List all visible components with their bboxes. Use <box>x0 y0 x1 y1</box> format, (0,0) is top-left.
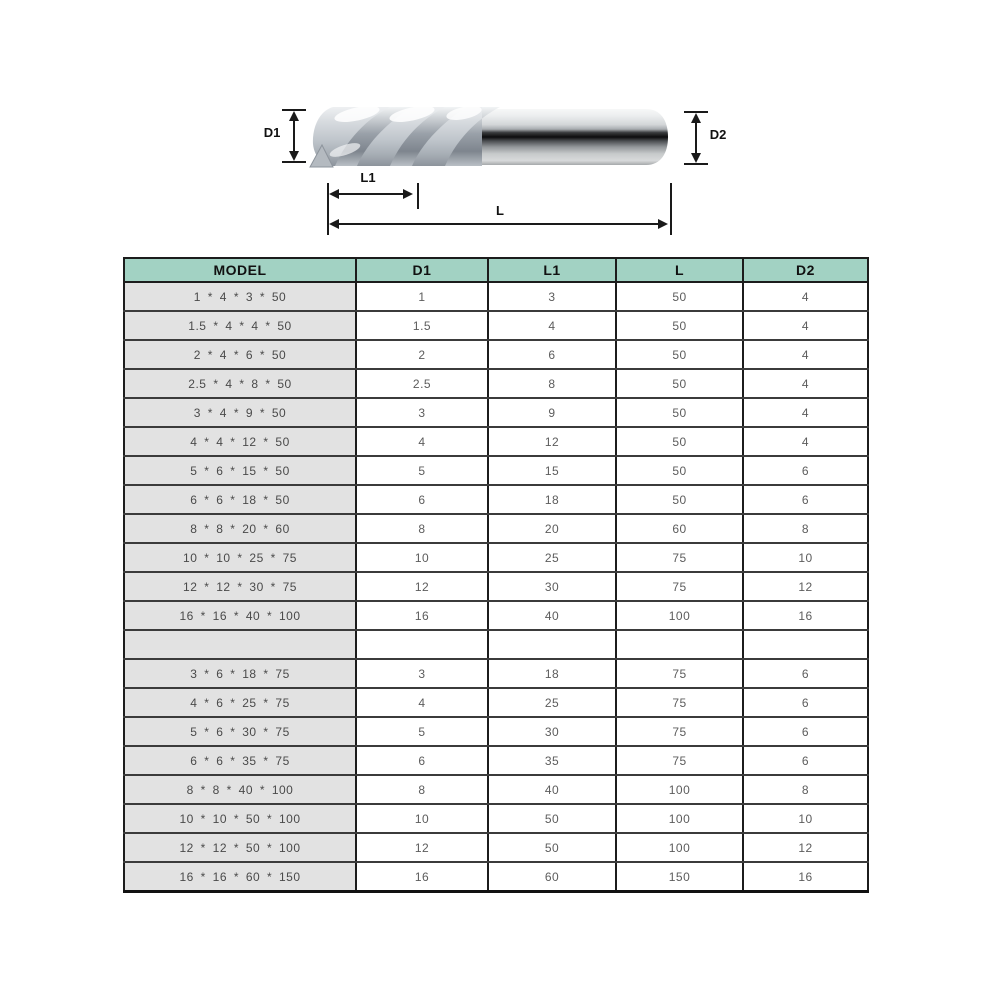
l-cell: 75 <box>616 543 743 572</box>
l1-cell: 30 <box>488 717 616 746</box>
header-l1: L1 <box>488 258 616 282</box>
d2-cell: 12 <box>743 572 868 601</box>
l1-cell: 18 <box>488 485 616 514</box>
model-cell: 2.5 * 4 * 8 * 50 <box>124 369 356 398</box>
d2-cell: 6 <box>743 659 868 688</box>
d1-cell: 1.5 <box>356 311 488 340</box>
l1-cell: 9 <box>488 398 616 427</box>
l-cell: 60 <box>616 514 743 543</box>
d2-cell: 6 <box>743 485 868 514</box>
model-cell: 6 * 6 * 35 * 75 <box>124 746 356 775</box>
model-cell: 8 * 8 * 20 * 60 <box>124 514 356 543</box>
table-row <box>124 398 868 427</box>
model-cell: 3 * 6 * 18 * 75 <box>124 659 356 688</box>
d2-cell: 6 <box>743 456 868 485</box>
l-cell: 50 <box>616 398 743 427</box>
l1-cell: 3 <box>488 282 616 311</box>
d1-cell: 2 <box>356 340 488 369</box>
l1-cell: 40 <box>488 601 616 630</box>
table-row <box>124 369 868 398</box>
table-row <box>124 340 868 369</box>
model-cell: 4 * 6 * 25 * 75 <box>124 688 356 717</box>
l-cell: 75 <box>616 717 743 746</box>
l1-cell: 30 <box>488 572 616 601</box>
dim-label-d2: D2 <box>709 127 727 142</box>
l1-cell: 50 <box>488 804 616 833</box>
model-cell: 10 * 10 * 50 * 100 <box>124 804 356 833</box>
l1-cell: 18 <box>488 659 616 688</box>
model-cell: 3 * 4 * 9 * 50 <box>124 398 356 427</box>
endmill-drawing <box>310 103 668 167</box>
l1-cell: 40 <box>488 775 616 804</box>
d2-cell: 16 <box>743 601 868 630</box>
d1-cell: 8 <box>356 775 488 804</box>
table-row <box>124 456 868 485</box>
dim-label-d1: D1 <box>263 125 281 140</box>
d2-cell: 12 <box>743 833 868 862</box>
d2-cell: 4 <box>743 311 868 340</box>
l-cell: 50 <box>616 456 743 485</box>
table-row <box>124 688 868 717</box>
table-row <box>124 862 868 892</box>
d1-cell: 3 <box>356 398 488 427</box>
l1-cell: 25 <box>488 688 616 717</box>
d2-cell: 6 <box>743 746 868 775</box>
endmill-shank <box>478 109 668 165</box>
table-row <box>124 485 868 514</box>
d2-cell <box>743 630 868 659</box>
dim-label-l: L <box>496 203 504 218</box>
d1-cell: 12 <box>356 833 488 862</box>
model-cell: 2 * 4 * 6 * 50 <box>124 340 356 369</box>
d2-cell: 6 <box>743 688 868 717</box>
d2-cell: 4 <box>743 340 868 369</box>
l-cell: 100 <box>616 775 743 804</box>
spec-table-body <box>124 282 868 892</box>
l-cell: 50 <box>616 340 743 369</box>
d2-cell: 6 <box>743 717 868 746</box>
model-cell: 6 * 6 * 18 * 50 <box>124 485 356 514</box>
d1-cell: 5 <box>356 456 488 485</box>
l1-cell: 15 <box>488 456 616 485</box>
table-row <box>124 311 868 340</box>
table-row <box>124 746 868 775</box>
d1-cell: 12 <box>356 572 488 601</box>
table-row <box>124 804 868 833</box>
spec-table-header <box>124 258 868 282</box>
l-cell <box>616 630 743 659</box>
d1-cell: 8 <box>356 514 488 543</box>
table-row <box>124 572 868 601</box>
l1-cell: 20 <box>488 514 616 543</box>
header-d2: D2 <box>743 258 868 282</box>
table-row <box>124 514 868 543</box>
d2-cell: 10 <box>743 804 868 833</box>
table-row <box>124 601 868 630</box>
table-row <box>124 775 868 804</box>
model-cell: 8 * 8 * 40 * 100 <box>124 775 356 804</box>
l-cell: 50 <box>616 427 743 456</box>
l-cell: 75 <box>616 688 743 717</box>
d1-cell: 4 <box>356 688 488 717</box>
d1-cell: 4 <box>356 427 488 456</box>
d1-cell: 6 <box>356 485 488 514</box>
model-cell: 16 * 16 * 60 * 150 <box>124 862 356 892</box>
l-cell: 50 <box>616 485 743 514</box>
d2-cell: 4 <box>743 398 868 427</box>
l-cell: 50 <box>616 311 743 340</box>
l1-cell: 4 <box>488 311 616 340</box>
l-cell: 100 <box>616 833 743 862</box>
l1-cell: 6 <box>488 340 616 369</box>
d1-cell: 16 <box>356 601 488 630</box>
spec-table <box>123 257 869 893</box>
header-model: MODEL <box>124 258 356 282</box>
l1-cell: 8 <box>488 369 616 398</box>
header-l: L <box>616 258 743 282</box>
table-row-spacer <box>124 630 868 659</box>
l1-cell: 35 <box>488 746 616 775</box>
l-cell: 100 <box>616 601 743 630</box>
l-cell: 50 <box>616 282 743 311</box>
l-cell: 50 <box>616 369 743 398</box>
model-cell: 10 * 10 * 25 * 75 <box>124 543 356 572</box>
table-row <box>124 659 868 688</box>
l-cell: 75 <box>616 659 743 688</box>
model-cell <box>124 630 356 659</box>
header-row <box>124 258 868 282</box>
l1-cell: 12 <box>488 427 616 456</box>
dim-label-l1: L1 <box>360 170 376 185</box>
d1-cell: 10 <box>356 804 488 833</box>
d2-cell: 4 <box>743 369 868 398</box>
l1-cell <box>488 630 616 659</box>
d1-cell: 3 <box>356 659 488 688</box>
header-d1: D1 <box>356 258 488 282</box>
l-cell: 75 <box>616 572 743 601</box>
d1-cell <box>356 630 488 659</box>
l-cell: 75 <box>616 746 743 775</box>
model-cell: 4 * 4 * 12 * 50 <box>124 427 356 456</box>
d1-cell: 10 <box>356 543 488 572</box>
table-row <box>124 543 868 572</box>
l1-cell: 50 <box>488 833 616 862</box>
table-row <box>124 427 868 456</box>
d1-cell: 16 <box>356 862 488 892</box>
l-cell: 100 <box>616 804 743 833</box>
d2-cell: 4 <box>743 282 868 311</box>
model-cell: 1.5 * 4 * 4 * 50 <box>124 311 356 340</box>
l1-cell: 60 <box>488 862 616 892</box>
table-row <box>124 717 868 746</box>
l1-cell: 25 <box>488 543 616 572</box>
model-cell: 1 * 4 * 3 * 50 <box>124 282 356 311</box>
d1-cell: 2.5 <box>356 369 488 398</box>
d1-cell: 1 <box>356 282 488 311</box>
d1-cell: 6 <box>356 746 488 775</box>
d2-cell: 16 <box>743 862 868 892</box>
d2-cell: 4 <box>743 427 868 456</box>
d1-cell: 5 <box>356 717 488 746</box>
dim-l1 <box>328 183 418 235</box>
model-cell: 16 * 16 * 40 * 100 <box>124 601 356 630</box>
d2-cell: 10 <box>743 543 868 572</box>
model-cell: 12 * 12 * 30 * 75 <box>124 572 356 601</box>
table-row <box>124 282 868 311</box>
table-row <box>124 833 868 862</box>
model-cell: 5 * 6 * 15 * 50 <box>124 456 356 485</box>
d2-cell: 8 <box>743 514 868 543</box>
d2-cell: 8 <box>743 775 868 804</box>
l-cell: 150 <box>616 862 743 892</box>
model-cell: 12 * 12 * 50 * 100 <box>124 833 356 862</box>
model-cell: 5 * 6 * 30 * 75 <box>124 717 356 746</box>
